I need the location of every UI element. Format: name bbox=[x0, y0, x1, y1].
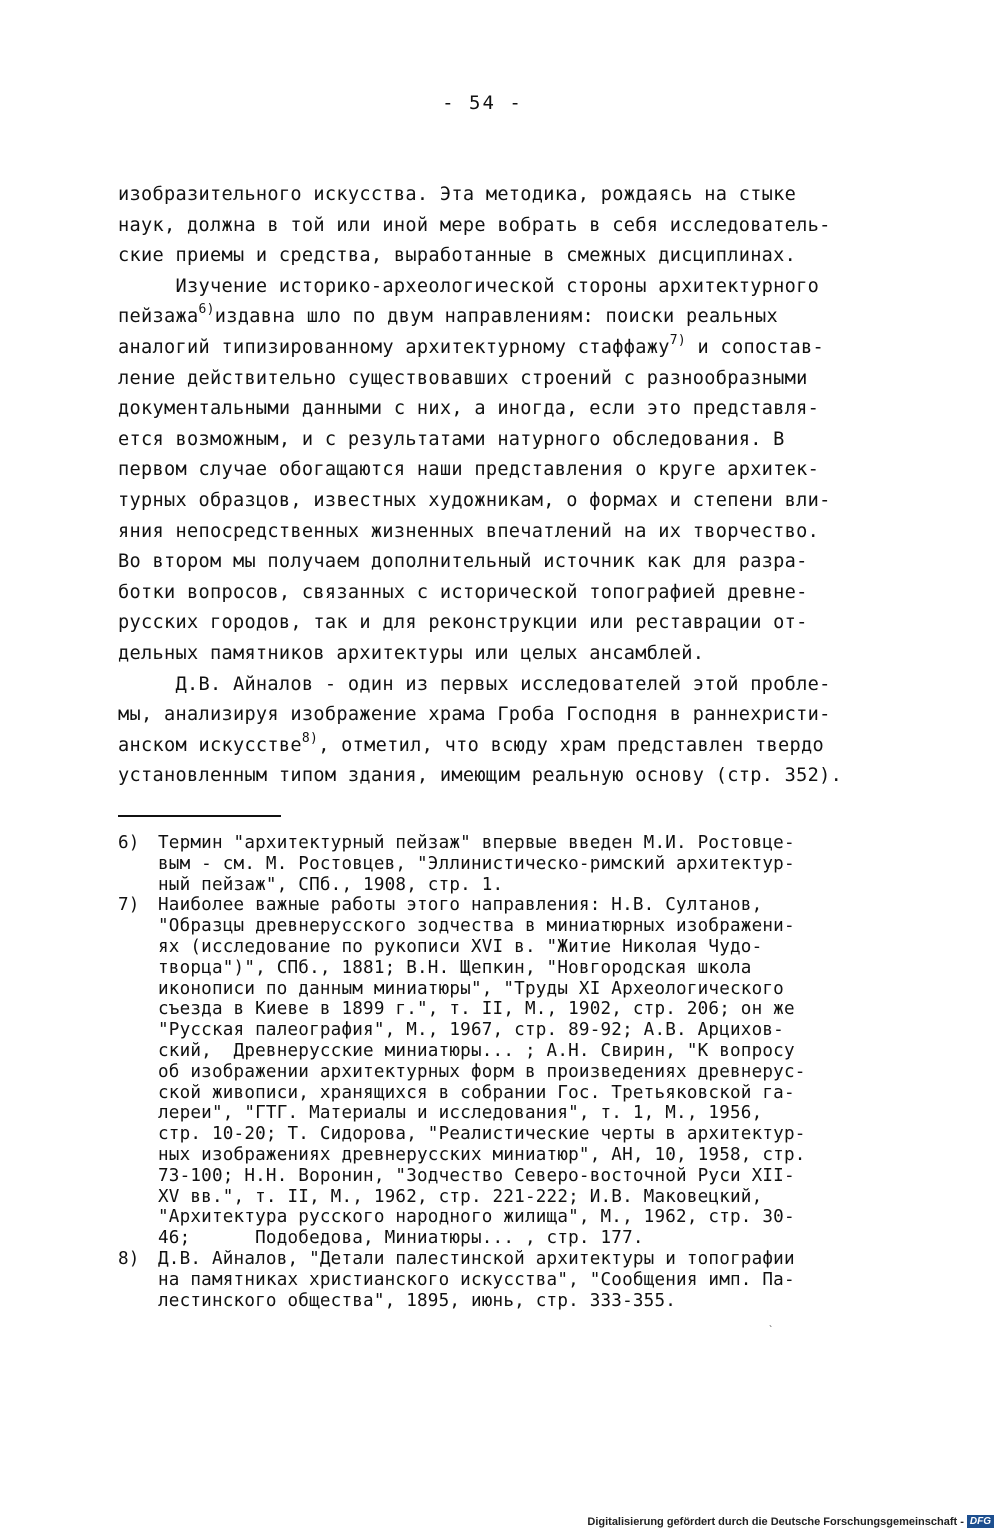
footnote-line: Д.В. Айналов, "Детали палестинской архитектуры и топографии bbox=[158, 1248, 795, 1269]
body-line-text: ется возможным, и с результатами натурного обследования. В bbox=[118, 428, 785, 450]
body-line-text: русских городов, так и для реконструкции или реставрации от- bbox=[118, 612, 808, 634]
footnote-number: 7) bbox=[118, 895, 140, 916]
footnote-line: на памятниках христианского искусства", "Сообщения имп. Па- bbox=[158, 1269, 795, 1290]
footnote-line: 73-100; Н.Н. Воронин, "Зодчество Северо-восточной Руси XII- bbox=[158, 1165, 795, 1186]
body-line-text: турных образцов, известных художникам, о формах и степени вли- bbox=[118, 489, 831, 511]
body-line-text: Во втором мы получаем дополнительный источник как для разра- bbox=[118, 551, 808, 573]
body-line-text: яния непосредственных жизненных впечатлений на их творчество. bbox=[118, 520, 820, 542]
page-number: - 54 - bbox=[442, 92, 523, 114]
footnote-line: вым - см. М. Ростовцев, "Эллинистическо-римский архитектур- bbox=[158, 853, 795, 874]
digitization-credit bbox=[587, 1515, 994, 1528]
body-line bbox=[118, 517, 878, 548]
body-line bbox=[118, 364, 878, 395]
credit-text: Digitalisierung gefördert durch die Deutsche Forschungsgemeinschaft - bbox=[587, 1515, 964, 1528]
body-line-text: аналогий типизированному архитектурному стаффажу bbox=[118, 336, 670, 358]
footnote-number: 8) bbox=[118, 1248, 140, 1269]
footnote-line: XV вв.", т. II, М., 1962, стр. 221-222; И.В. Маковецкий, bbox=[158, 1186, 763, 1207]
body-line bbox=[118, 578, 878, 609]
body-line-text: первом случае обогащаются наши представления о круге архитек- bbox=[118, 459, 820, 481]
body-line-text: дельных памятников архитектуры или целых ансамблей. bbox=[118, 642, 705, 664]
body-line bbox=[118, 639, 878, 670]
footnote-line: ных изображениях древнерусских миниатюр", АН, 10, 1958, стр. bbox=[158, 1144, 806, 1165]
footnote-line: ный пейзаж", СПб., 1908, стр. 1. bbox=[158, 874, 504, 895]
body-line-text: мы, анализируя изображение храма Гроба Господня в раннехристи- bbox=[118, 704, 831, 726]
body-line bbox=[118, 761, 878, 792]
body-line bbox=[118, 608, 878, 639]
footnote-line: "Архитектура русского народного жилища", М., 1962, стр. 30- bbox=[158, 1207, 795, 1228]
body-line bbox=[118, 455, 878, 486]
footnote bbox=[118, 833, 888, 895]
footnote-line: ской живописи, хранящихся в собрании Гос. Третьяковской га- bbox=[158, 1082, 795, 1103]
body-line-text: документальными данными с них, а иногда, если это представля- bbox=[118, 398, 820, 420]
body-line bbox=[118, 700, 878, 731]
body-line-text: изобразительного искусства. Эта методика, рождаясь на стыке bbox=[118, 184, 797, 205]
footnote-reference: 8) bbox=[301, 730, 319, 746]
footnote-line: стр. 10-20; Т. Сидорова, "Реалистические черты в архитектур- bbox=[158, 1124, 806, 1145]
footnote-line: об изображении архитектурных форм в произведениях древнерус- bbox=[158, 1061, 806, 1082]
footnote-line: Наиболее важные работы этого направления: Н.В. Султанов, bbox=[158, 895, 763, 916]
footnote-line: Термин "архитектурный пейзаж" впервые введен М.И. Ростовце- bbox=[158, 833, 795, 853]
body-line-text: наук, должна в той или иной мере вобрать в себя исследователь- bbox=[118, 214, 831, 236]
body-line-text: ботки вопросов, связанных с исторической топографией древне- bbox=[118, 581, 808, 603]
footnotes bbox=[118, 833, 888, 1311]
body-line bbox=[118, 486, 878, 517]
dfg-logo-icon: DFG bbox=[967, 1515, 994, 1528]
body-line bbox=[118, 547, 878, 578]
footnote-body bbox=[158, 895, 888, 1249]
body-line bbox=[118, 272, 878, 303]
body-line-text-after-reference: , отметил, что всюду храм представлен твердо bbox=[318, 734, 824, 756]
body-line-text: Д.В. Айналов - один из первых исследователей этой пробле- bbox=[118, 673, 831, 695]
body-line bbox=[118, 302, 878, 333]
body-line-text: анском искусстве bbox=[118, 734, 302, 756]
body-line-text: пейзажа bbox=[118, 306, 199, 328]
footnote-line: "Русская палеография", М., 1967, стр. 89-92; А.В. Арцихов- bbox=[158, 1020, 784, 1041]
footnote-line: "Образцы древнерусского зодчества в миниатюрных изображени- bbox=[158, 916, 795, 937]
body-text bbox=[118, 180, 878, 792]
footnote-line: ский, Древнерусские миниатюры... ; А.Н. Свирин, "К вопросу bbox=[158, 1040, 795, 1061]
stray-mark: ` bbox=[768, 1325, 775, 1336]
footnote-separator bbox=[118, 815, 281, 817]
body-line bbox=[118, 241, 878, 272]
body-line-text: установленным типом здания, имеющим реальную основу (стр. 352). bbox=[118, 765, 843, 787]
footnote-reference: 6) bbox=[198, 302, 215, 318]
body-line-text: Изучение историко-археологической стороны архитектурного bbox=[118, 275, 820, 297]
footnote-line: иконописи по данным миниатюры", "Труды XI Археологического bbox=[158, 978, 784, 999]
footnote-body bbox=[158, 833, 888, 895]
body-line-text: ление действительно существовавших строений с разнообразными bbox=[118, 367, 808, 389]
body-line bbox=[118, 670, 878, 701]
footnote-line: лестинского общества", 1895, июнь, стр. 333-355. bbox=[158, 1290, 677, 1311]
body-line bbox=[118, 731, 878, 762]
footnote-line: творца")", СПб., 1881; В.Н. Щепкин, "Новгородская школа bbox=[158, 957, 752, 978]
body-line bbox=[118, 211, 878, 242]
footnote-body bbox=[158, 1249, 888, 1311]
footnote-number: 6) bbox=[118, 833, 140, 853]
body-line-text: ские приемы и средства, выработанные в смежных дисциплинах. bbox=[118, 245, 797, 267]
footnote-line: лереи", "ГТГ. Материалы и исследования", т. 1, М., 1956, bbox=[158, 1103, 763, 1124]
body-line bbox=[118, 333, 878, 364]
body-line-text-after-reference: издавна шло по двум направлениям: поиски реальных bbox=[214, 306, 778, 328]
footnote-line: съезда в Киеве в 1899 г.", т. II, М., 1902, стр. 206; он же bbox=[158, 999, 795, 1020]
body-line bbox=[118, 394, 878, 425]
footnote bbox=[118, 1249, 888, 1311]
footnote-reference: 7) bbox=[669, 332, 686, 348]
body-line bbox=[118, 425, 878, 456]
footnote bbox=[118, 895, 888, 1249]
body-line-text-after-reference: и сопостав- bbox=[686, 336, 824, 358]
footnote-line: 46; Подобедова, Миниатюры... , стр. 177. bbox=[158, 1228, 644, 1249]
footnote-line: ях (исследование по рукописи XVI в. "Житие Николая Чудо- bbox=[158, 936, 763, 957]
body-line bbox=[118, 180, 878, 211]
